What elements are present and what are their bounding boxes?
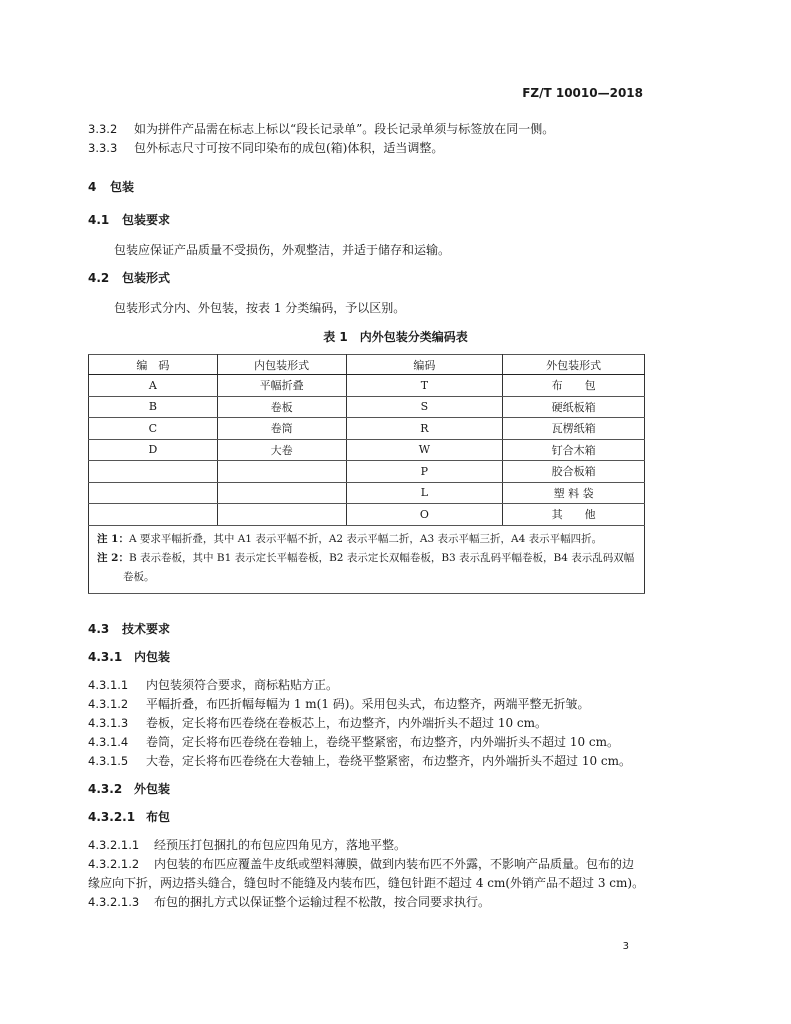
table-notes bbox=[89, 525, 645, 593]
clause-4-3-1-3 bbox=[88, 714, 547, 731]
table-cell: 瓦楞纸箱 bbox=[503, 418, 645, 440]
table-cell: R bbox=[346, 418, 503, 440]
table-cell: C bbox=[89, 418, 218, 440]
section-4-1-heading bbox=[88, 211, 170, 228]
clause-3-3-3 bbox=[88, 139, 443, 156]
section-title: 包装要求 bbox=[122, 213, 171, 227]
table-cell bbox=[89, 461, 218, 483]
table-cell: S bbox=[346, 396, 503, 418]
table-row bbox=[89, 439, 645, 461]
clause-3-3-2 bbox=[88, 120, 554, 137]
table-notes-row bbox=[89, 525, 645, 593]
table-row bbox=[89, 504, 645, 526]
table-cell: 大卷 bbox=[217, 439, 346, 461]
table-cell bbox=[217, 482, 346, 504]
table-cell: W bbox=[346, 439, 503, 461]
table-row bbox=[89, 375, 645, 397]
note-tag: 注 2： bbox=[97, 551, 129, 564]
table-row bbox=[89, 461, 645, 483]
table-cell: 钉合木箱 bbox=[503, 439, 645, 461]
table-header-cell: 内包装形式 bbox=[217, 355, 346, 375]
section-title: 技术要求 bbox=[122, 622, 171, 636]
table-header-cell: 外包装形式 bbox=[503, 355, 645, 375]
clause-4-3-1-5 bbox=[88, 752, 631, 769]
section-title: 布包 bbox=[146, 810, 171, 824]
table-note-2 bbox=[97, 549, 636, 568]
clause-text: 内包装须符合要求，商标粘贴方正。 bbox=[146, 678, 339, 692]
section-title: 内包装 bbox=[134, 650, 171, 664]
table-header-cell: 编 码 bbox=[89, 355, 218, 375]
clause-number: 4.3.1.4 bbox=[88, 735, 129, 749]
clause-number: 4.3.2.1.2 bbox=[88, 857, 140, 871]
table-cell: D bbox=[89, 439, 218, 461]
section-4-3-heading bbox=[88, 620, 170, 637]
table-cell: 胶合板箱 bbox=[503, 461, 645, 483]
section-title: 包装 bbox=[110, 180, 135, 194]
table-cell bbox=[217, 504, 346, 526]
section-4-3-2-1-heading bbox=[88, 808, 170, 825]
table-note-2-continued: 卷板。 bbox=[123, 570, 155, 583]
clause-text: 大卷，定长将布匹卷绕在大卷轴上，卷绕平整紧密，布边整齐，内外端折头不超过 10 cm。 bbox=[146, 754, 632, 768]
section-4-3-1-heading bbox=[88, 648, 170, 665]
note-tag: 注 1： bbox=[97, 532, 129, 545]
section-number: 4.3.2.1 bbox=[88, 810, 136, 824]
clause-text: 卷筒，定长将布匹卷绕在卷轴上，卷绕平整紧密，布边整齐，内外端折头不超过 10 cm。 bbox=[146, 735, 620, 749]
table-cell: B bbox=[89, 396, 218, 418]
clause-4-3-2-1-2-continued: 缘应向下折，两边搭头缝合，缝包时不能缝及内装布匹，缝包针距不超过 4 cm(外销产品不超过 3 cm)。 bbox=[88, 876, 645, 890]
table-header-row bbox=[89, 355, 645, 375]
clause-text: 内包装的布匹应覆盖牛皮纸或塑料薄膜，做到内装布匹不外露，不影响产品质量。包布的边 bbox=[154, 857, 635, 871]
clause-number: 3.3.3 bbox=[88, 141, 118, 155]
table-cell: P bbox=[346, 461, 503, 483]
clause-number: 4.3.2.1.1 bbox=[88, 838, 140, 852]
table-note-1 bbox=[97, 530, 636, 549]
clause-text: 平幅折叠，布匹折幅每幅为 1 m(1 码)。采用包头式，布边整齐，两端平整无折皱。 bbox=[146, 697, 590, 711]
table-cell: 卷筒 bbox=[217, 418, 346, 440]
clause-4-3-1-2 bbox=[88, 695, 589, 712]
clause-number: 4.3.1.3 bbox=[88, 716, 129, 730]
table-cell: O bbox=[346, 504, 503, 526]
standard-code: FZ/T 10010—2018 bbox=[522, 86, 643, 100]
clause-4-3-1-1 bbox=[88, 676, 338, 693]
clause-number: 4.3.1.2 bbox=[88, 697, 129, 711]
clause-text: 如为拼件产品需在标志上标以“段长记录单”。段长记录单须与标签放在同一侧。 bbox=[134, 122, 555, 136]
clause-4-3-1-4 bbox=[88, 733, 619, 750]
section-number: 4.3.2 bbox=[88, 782, 123, 796]
clause-4-3-2-1-2 bbox=[88, 855, 634, 872]
table-row bbox=[89, 396, 645, 418]
table-cell: 其 他 bbox=[503, 504, 645, 526]
table-cell: 布 包 bbox=[503, 375, 645, 397]
table-cell: 塑 料 袋 bbox=[503, 482, 645, 504]
clause-number: 3.3.2 bbox=[88, 122, 118, 136]
table-cell bbox=[89, 482, 218, 504]
clause-number: 4.3.1.1 bbox=[88, 678, 129, 692]
table-caption: 表 1 内外包装分类编码表 bbox=[323, 330, 468, 344]
packaging-code-table bbox=[88, 354, 645, 594]
section-number: 4.3.1 bbox=[88, 650, 123, 664]
section-4-3-2-heading bbox=[88, 780, 170, 797]
section-4-heading bbox=[88, 178, 134, 195]
section-4-1-text: 包装应保证产品质量不受损伤，外观整洁，并适于储存和运输。 bbox=[114, 243, 451, 257]
section-title: 外包装 bbox=[134, 782, 171, 796]
section-4-2-text: 包装形式分内、外包装，按表 1 分类编码，予以区别。 bbox=[114, 301, 406, 315]
table-cell bbox=[217, 461, 346, 483]
table-cell: A bbox=[89, 375, 218, 397]
table-cell: L bbox=[346, 482, 503, 504]
table-cell bbox=[89, 504, 218, 526]
section-4-2-heading bbox=[88, 269, 170, 286]
clause-number: 4.3.2.1.3 bbox=[88, 895, 140, 909]
section-title: 包装形式 bbox=[122, 271, 171, 285]
table-cell: 平幅折叠 bbox=[217, 375, 346, 397]
table-row bbox=[89, 482, 645, 504]
clause-text: 包外标志尺寸可按不同印染布的成包(箱)体积，适当调整。 bbox=[134, 141, 444, 155]
section-number: 4.3 bbox=[88, 622, 110, 636]
table-cell: T bbox=[346, 375, 503, 397]
table-header-cell: 编码 bbox=[346, 355, 503, 375]
clause-number: 4.3.1.5 bbox=[88, 754, 129, 768]
clause-text: 布包的捆扎方式以保证整个运输过程不松散，按合同要求执行。 bbox=[154, 895, 491, 909]
clause-text: 卷板，定长将布匹卷绕在卷板芯上，布边整齐，内外端折头不超过 10 cm。 bbox=[146, 716, 548, 730]
table-row bbox=[89, 418, 645, 440]
section-number: 4.2 bbox=[88, 271, 110, 285]
clause-4-3-2-1-3 bbox=[88, 893, 490, 910]
table-cell: 硬纸板箱 bbox=[503, 396, 645, 418]
clause-text: 经预压打包捆扎的布包应四角见方，落地平整。 bbox=[154, 838, 407, 852]
page-number: 3 bbox=[622, 941, 629, 952]
table-cell: 卷板 bbox=[217, 396, 346, 418]
section-number: 4 bbox=[88, 180, 97, 194]
note-text: A 要求平幅折叠，其中 A1 表示平幅不折，A2 表示平幅二折，A3 表示平幅三折，A4 表示平幅四折。 bbox=[128, 532, 603, 545]
section-number: 4.1 bbox=[88, 213, 110, 227]
clause-4-3-2-1-1 bbox=[88, 836, 406, 853]
note-text: B 表示卷板，其中 B1 表示定长平幅卷板，B2 表示定长双幅卷板，B3 表示乱码平幅卷板，B4 表示乱码双幅 bbox=[128, 551, 635, 564]
